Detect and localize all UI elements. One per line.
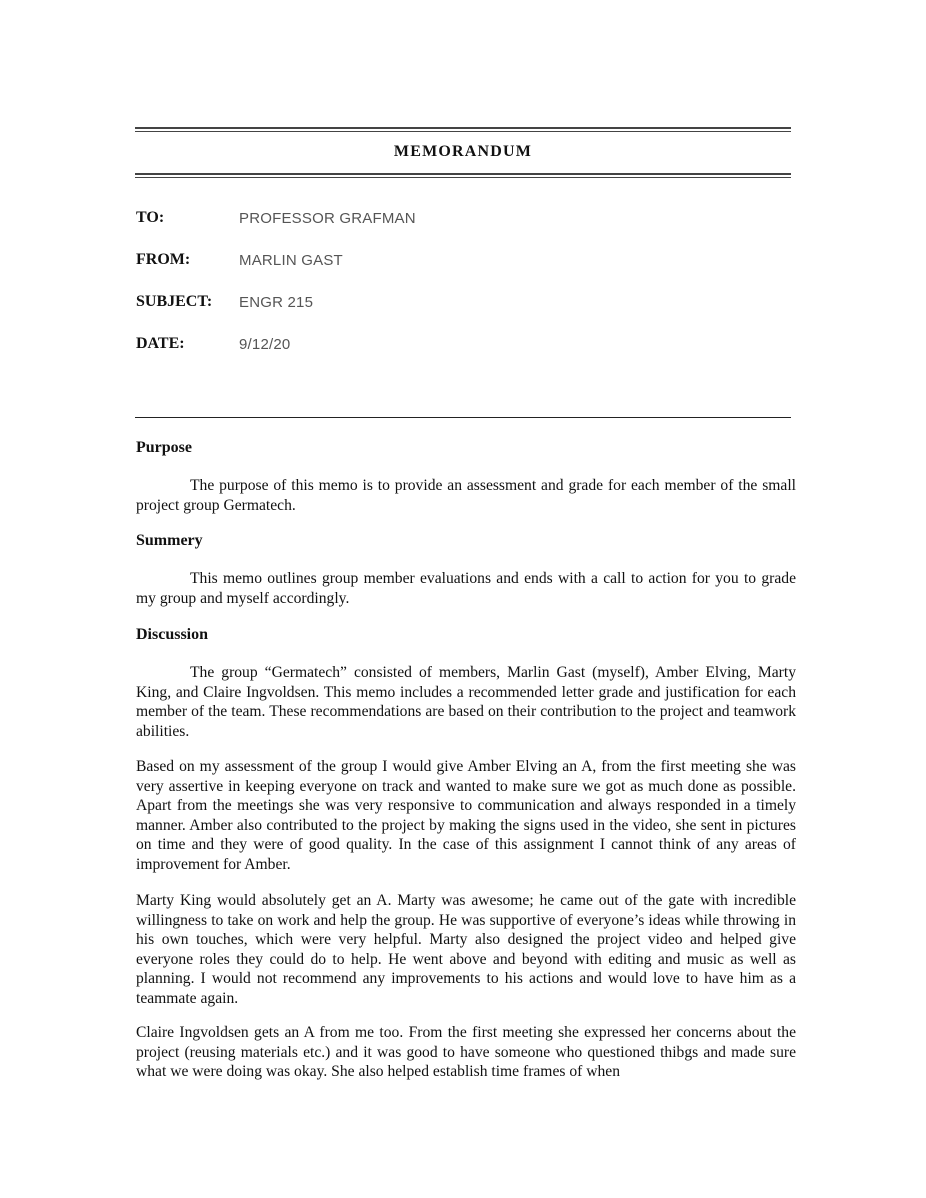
from-label: FROM: bbox=[136, 251, 191, 268]
date-value: 9/12/20 bbox=[239, 336, 291, 353]
summary-text: This memo outlines group member evaluations and ends with a call to action for you to grade my group and myself accordingly. bbox=[136, 570, 796, 607]
discussion-paragraph-2: Based on my assessment of the group I would give Amber Elving an A, from the first meeting she was very assertive in keeping everyone on track and wanted to make sure we got as much done as possible. Apart from the meetings she was very responsive to communication and always responded in a timely manner. Amber also contributed to the project by making the signs used in the video, she sent in pictures on time and they were of good quality. In the case of this assignment I cannot think of any areas of improvement for Amber. bbox=[136, 758, 796, 873]
purpose-text: The purpose of this memo is to provide an assessment and grade for each member of the small project group Germatech. bbox=[136, 477, 796, 514]
discussion-paragraph-4: Claire Ingvoldsen gets an A from me too. From the first meeting she expressed her concerns about the project (reusing materials etc.) and it was good to have someone who questioned thibgs and made sure what we were doing was okay. She also helped establish time frames of when bbox=[136, 1024, 796, 1080]
to-value: PROFESSOR GRAFMAN bbox=[239, 210, 416, 227]
from-value: MARLIN GAST bbox=[239, 252, 343, 269]
subject-label: SUBJECT: bbox=[136, 293, 213, 310]
header-top-rule bbox=[135, 127, 791, 132]
date-label: DATE: bbox=[136, 335, 185, 352]
memo-title: MEMORANDUM bbox=[393, 143, 533, 160]
subject-value: ENGR 215 bbox=[239, 294, 314, 311]
discussion-paragraph-3: Marty King would absolutely get an A. Marty was awesome; he came out of the gate with incredible willingness to take on work and help the group. He was supportive of everyone’s ideas while throwing in his own touches, which were very helpful. Marty also designed the project video and helped give everyone roles they could do to help. He went above and beyond with editing and music as well as planning. I would not recommend any improvements to his actions and would love to have him as a teammate again. bbox=[136, 892, 796, 1007]
summary-heading: Summery bbox=[136, 532, 203, 549]
purpose-heading: Purpose bbox=[136, 439, 192, 456]
to-label: TO: bbox=[136, 209, 165, 226]
header-bottom-rule bbox=[135, 173, 791, 178]
discussion-heading: Discussion bbox=[136, 626, 209, 643]
discussion-paragraph-1: The group “Germatech” consisted of members, Marlin Gast (myself), Amber Elving, Marty King, and Claire Ingvoldsen. This memo includes a recommended letter grade and justification for each member of the team. These recommendations are based on their contribution to the project and teamwork abilities. bbox=[136, 664, 796, 740]
header-separator-rule bbox=[135, 417, 791, 418]
